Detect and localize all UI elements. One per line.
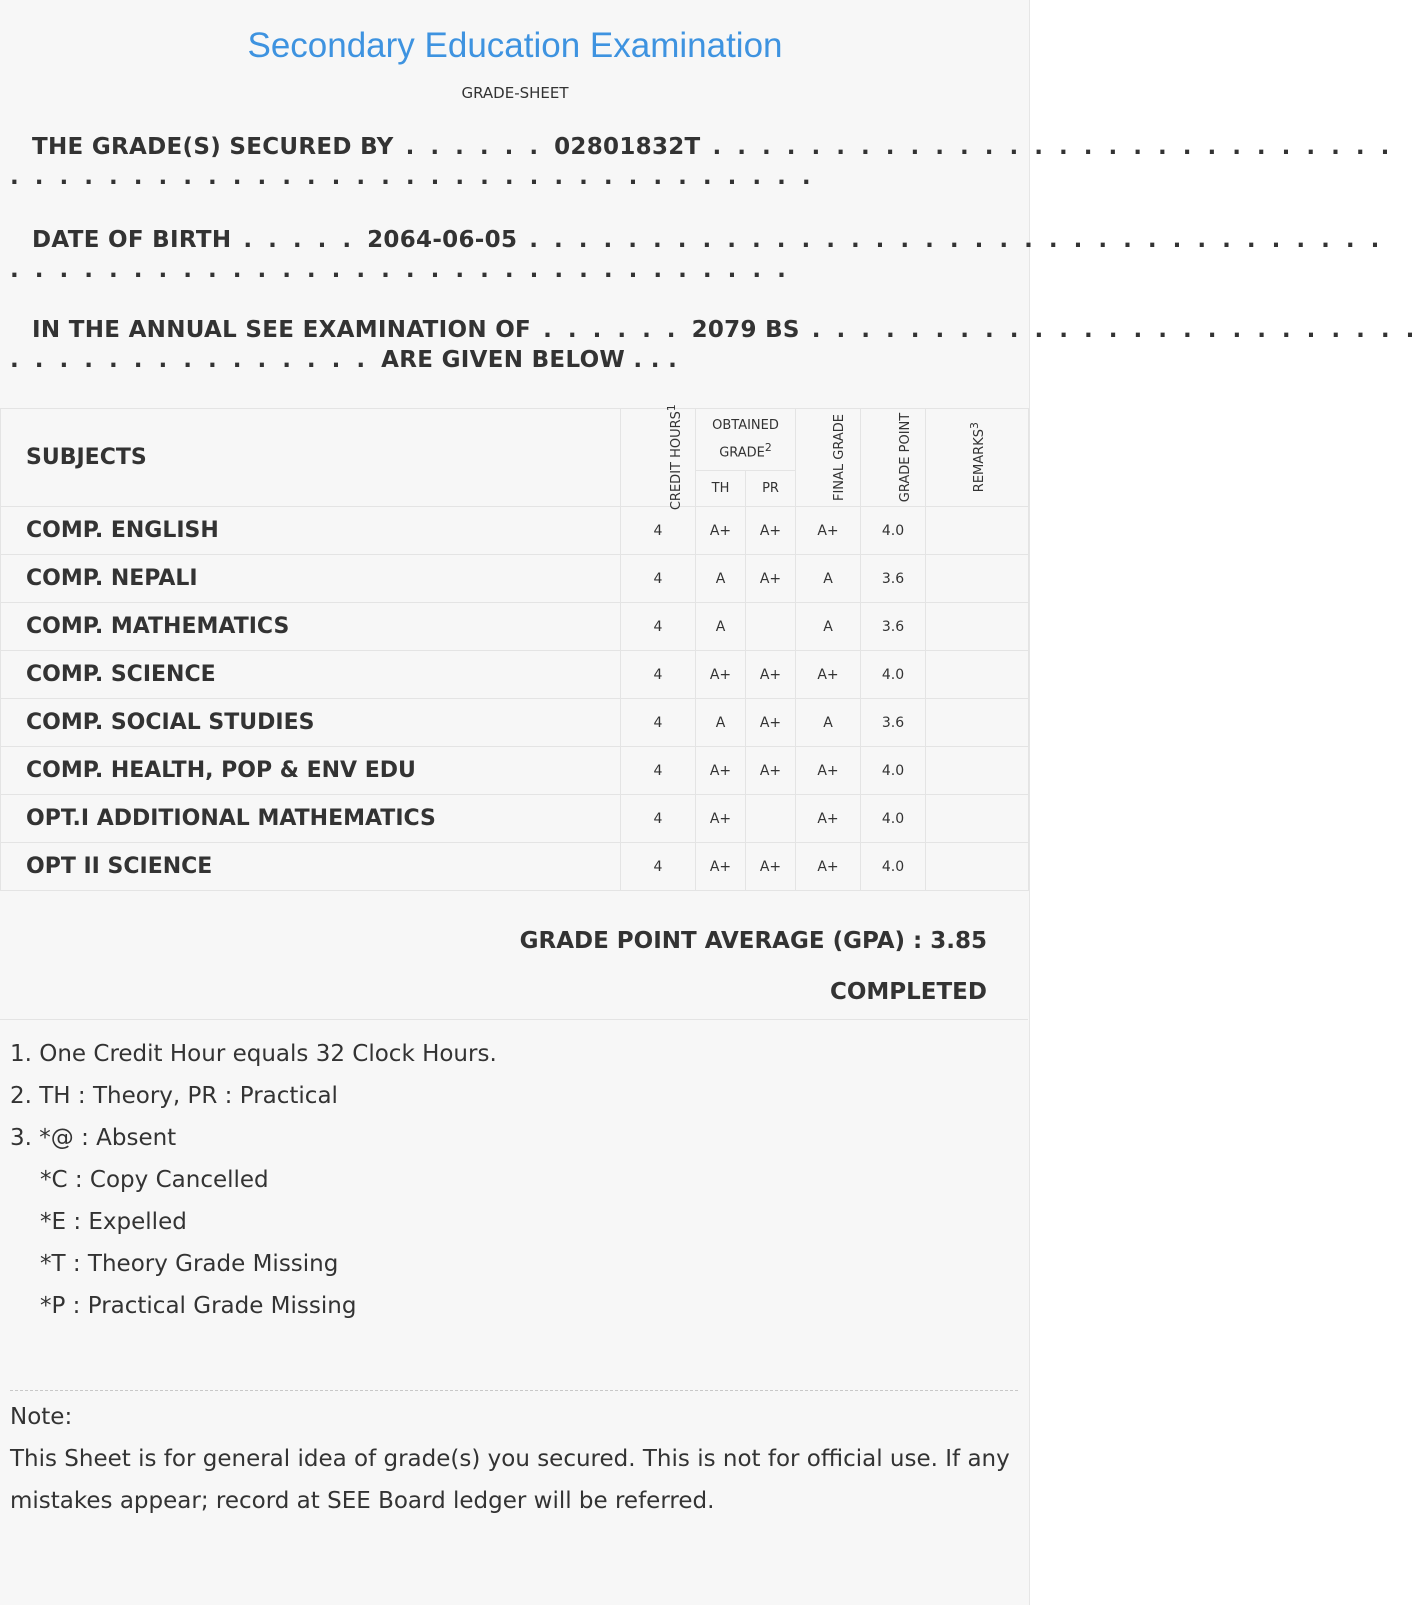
final-grade-cell: A+ (796, 747, 861, 795)
legend-item: *C : Copy Cancelled (40, 1167, 269, 1193)
gpa-value: 3.85 (930, 928, 987, 954)
pr-cell: A+ (746, 651, 796, 699)
grade-point-cell: 4.0 (861, 507, 926, 555)
credit-cell: 4 (621, 651, 696, 699)
pr-cell: A+ (746, 747, 796, 795)
subject-cell: OPT.I ADDITIONAL MATHEMATICS (1, 795, 621, 843)
legend-item: *P : Practical Grade Missing (40, 1293, 357, 1319)
page-title: Secondary Education Examination (247, 26, 783, 65)
pr-cell: A+ (746, 555, 796, 603)
remarks-cell (926, 843, 1029, 891)
table-row (1, 843, 1029, 891)
legend-item: 2. TH : Theory, PR : Practical (10, 1083, 338, 1109)
legend (10, 1033, 497, 1327)
final-grade-cell: A+ (796, 507, 861, 555)
table-row (1, 507, 1029, 555)
remarks-cell (926, 795, 1029, 843)
dob-label: DATE OF BIRTH (32, 227, 232, 253)
dob-line: DATE OF BIRTH . . . . . 2064-06-05 . . . . . . . . . . . . . . . . . . . . . . . . . . . . . . . . . . . . . . . . . . . . . . . . . . . . . . . . . . . . . . . . . . . (10, 227, 1384, 283)
subjects-header: SUBJECTS (1, 409, 621, 507)
pr-header: PR (746, 471, 796, 507)
subject-cell: COMP. SOCIAL STUDIES (1, 699, 621, 747)
remarks-cell (926, 603, 1029, 651)
final-grade-cell: A+ (796, 795, 861, 843)
th-cell: A (696, 603, 746, 651)
table-row (1, 651, 1029, 699)
th-cell: A+ (696, 747, 746, 795)
grade-point-cell: 4.0 (861, 843, 926, 891)
divider (0, 1019, 1028, 1020)
credit-cell: 4 (621, 603, 696, 651)
note-label: Note: (10, 1404, 73, 1430)
gpa-line (520, 928, 987, 954)
credit-cell: 4 (621, 747, 696, 795)
exam-suffix: ARE GIVEN BELOW . . . (381, 347, 678, 373)
table-row (1, 795, 1029, 843)
grade-point-cell: 3.6 (861, 555, 926, 603)
grade-point-cell: 3.6 (861, 699, 926, 747)
subject-cell: COMP. ENGLISH (1, 507, 621, 555)
secured-by-line: THE GRADE(S) SECURED BY . . . . . . 02801832T . . . . . . . . . . . . . . . . . . . . . . . . . . . . . . . . . . . . . . . . . . . . . . . . . . . . . . . . . . . . . (10, 134, 1394, 190)
subject-cell: COMP. SCIENCE (1, 651, 621, 699)
credit-cell: 4 (621, 843, 696, 891)
remarks-cell (926, 555, 1029, 603)
th-cell: A+ (696, 795, 746, 843)
credit-cell: 4 (621, 507, 696, 555)
remarks-header: REMARKS$^3$ (926, 409, 1029, 507)
subject-cell: OPT II SCIENCE (1, 843, 621, 891)
pr-cell: A+ (746, 843, 796, 891)
th-cell: A (696, 699, 746, 747)
remarks-cell (926, 507, 1029, 555)
grade-point-cell: 3.6 (861, 603, 926, 651)
exam-year: 2079 BS (691, 317, 800, 343)
th-cell: A (696, 555, 746, 603)
final-grade-header: FINAL GRADE (796, 409, 861, 507)
exam-label: IN THE ANNUAL SEE EXAMINATION OF (32, 317, 532, 343)
th-cell: A+ (696, 843, 746, 891)
table-row (1, 699, 1029, 747)
legend-item: 1. One Credit Hour equals 32 Clock Hours. (10, 1041, 497, 1067)
gpa-label: GRADE POINT AVERAGE (GPA) : (519, 928, 923, 954)
status-text: COMPLETED (829, 979, 987, 1005)
dob-value: 2064-06-05 (367, 227, 518, 253)
credit-cell: 4 (621, 555, 696, 603)
credit-hours-header: CREDIT HOURS$^1$ (621, 409, 696, 507)
table-row (1, 555, 1029, 603)
th-header: TH (696, 471, 746, 507)
remarks-cell (926, 699, 1029, 747)
legend-item: *E : Expelled (40, 1209, 187, 1235)
final-grade-cell: A+ (796, 651, 861, 699)
pr-cell: A+ (746, 699, 796, 747)
obtained-grade-header: OBTAINED GRADE$^2$ (696, 409, 796, 471)
pr-cell (746, 603, 796, 651)
subject-cell: COMP. NEPALI (1, 555, 621, 603)
note-text: This Sheet is for general idea of grade(s) you secured. This is not for official use. If any mistakes appear; record at SEE Board ledger will be referred. (10, 1446, 1010, 1514)
page-subtitle: GRADE-SHEET (461, 84, 569, 102)
credit-cell: 4 (621, 699, 696, 747)
grade-point-header: GRADE POINT (861, 409, 926, 507)
th-cell: A+ (696, 507, 746, 555)
legend-item: 3. *@ : Absent (10, 1125, 177, 1151)
subject-cell: COMP. HEALTH, POP & ENV EDU (1, 747, 621, 795)
symbol-number: 02801832T (554, 134, 701, 160)
grades-table (0, 404, 1029, 891)
pr-cell (746, 795, 796, 843)
remarks-cell (926, 651, 1029, 699)
credit-cell: 4 (621, 795, 696, 843)
final-grade-cell: A (796, 603, 861, 651)
th-cell: A+ (696, 651, 746, 699)
final-grade-cell: A (796, 555, 861, 603)
subject-cell: COMP. MATHEMATICS (1, 603, 621, 651)
exam-line: IN THE ANNUAL SEE EXAMINATION OF . . . . . . 2079 BS . . . . . . . . . . . . . . . . . . . . . . . . . . . . . . . . . . . . . . . . ARE GIVEN BELOW . . . (10, 317, 1418, 373)
final-grade-cell: A+ (796, 843, 861, 891)
table-row (1, 747, 1029, 795)
grade-point-cell: 4.0 (861, 795, 926, 843)
note (10, 1396, 1020, 1522)
remarks-cell (926, 747, 1029, 795)
final-grade-cell: A (796, 699, 861, 747)
table-row (1, 603, 1029, 651)
grade-point-cell: 4.0 (861, 747, 926, 795)
dashed-divider (10, 1390, 1018, 1391)
grade-point-cell: 4.0 (861, 651, 926, 699)
pr-cell: A+ (746, 507, 796, 555)
legend-item: *T : Theory Grade Missing (40, 1251, 339, 1277)
secured-by-label: THE GRADE(S) SECURED BY (32, 134, 394, 160)
